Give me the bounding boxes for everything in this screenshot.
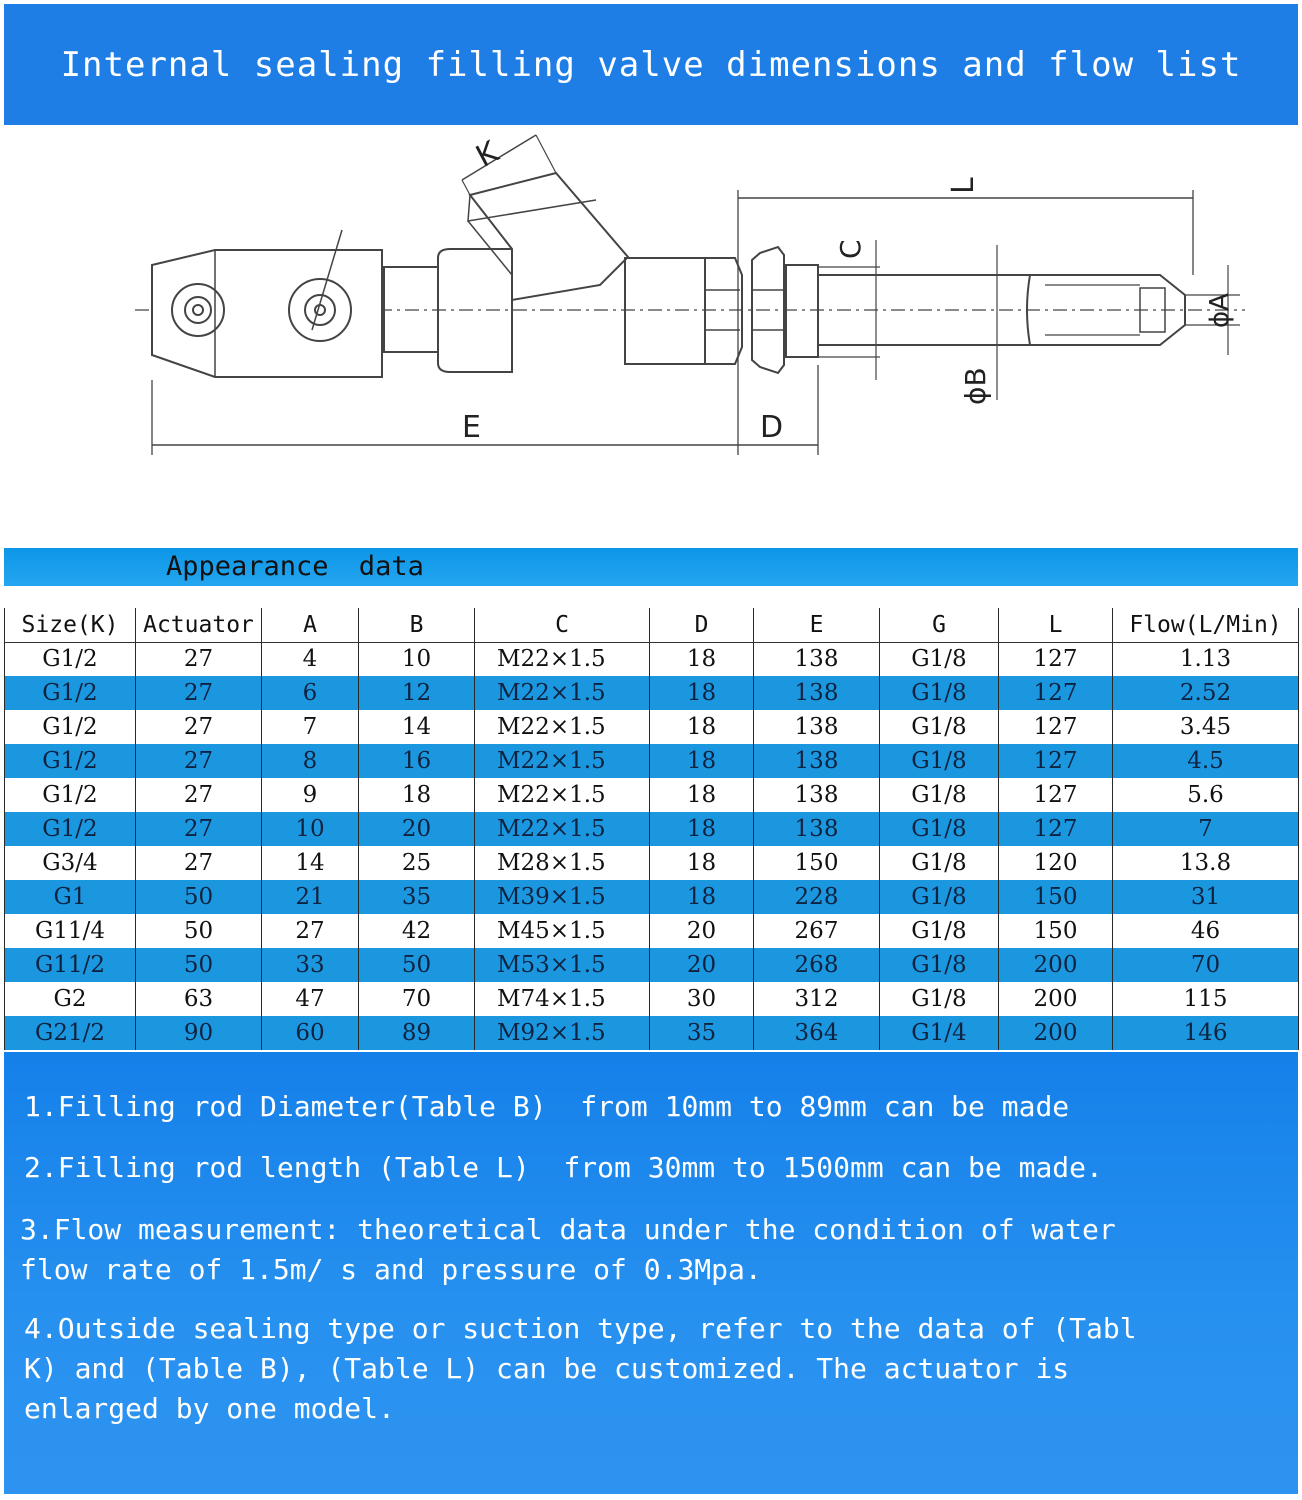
table-cell: 63 [136, 982, 262, 1016]
table-cell: 27 [136, 710, 262, 744]
table-cell: M22×1.5 [475, 778, 650, 812]
dim-label-e: E [462, 410, 481, 445]
table-cell: 16 [359, 744, 475, 778]
table-cell: 138 [754, 710, 880, 744]
table-cell: 8 [262, 744, 359, 778]
table-cell: 35 [359, 880, 475, 914]
table-cell: 25 [359, 846, 475, 880]
table-cell: G11/2 [5, 948, 136, 982]
table-cell: G1/2 [5, 778, 136, 812]
table-cell: 228 [754, 880, 880, 914]
table-cell: 150 [754, 846, 880, 880]
section-title: Appearance data [166, 551, 424, 582]
page-title: Internal sealing filling valve dimensions and flow list [4, 4, 1298, 125]
table-cell: 146 [1113, 1016, 1299, 1050]
table-cell: 7 [262, 710, 359, 744]
header-l: L [999, 608, 1113, 642]
table-cell: 138 [754, 744, 880, 778]
table-cell: 267 [754, 914, 880, 948]
table-row [5, 880, 1299, 914]
table-header-row [5, 608, 1299, 642]
dimensions-table [4, 608, 1299, 1050]
table-row [5, 710, 1299, 744]
table-row [5, 812, 1299, 846]
table-cell: G1/8 [880, 744, 999, 778]
table-cell: 9 [262, 778, 359, 812]
table-cell: M39×1.5 [475, 880, 650, 914]
table-cell: 20 [650, 948, 754, 982]
table-cell: 42 [359, 914, 475, 948]
table-cell: 70 [1113, 948, 1299, 982]
table-cell: 27 [262, 914, 359, 948]
table-cell: 127 [999, 812, 1113, 846]
dim-label-d: D [760, 410, 784, 445]
dim-label-l: L [946, 177, 981, 194]
table-cell: 18 [650, 710, 754, 744]
table-cell: 18 [650, 846, 754, 880]
header-flow: Flow(L/Min) [1113, 608, 1299, 642]
table-cell: 4.5 [1113, 744, 1299, 778]
table-cell: 200 [999, 948, 1113, 982]
table-cell: M22×1.5 [475, 710, 650, 744]
header-b: B [359, 608, 475, 642]
table-cell: 47 [262, 982, 359, 1016]
table-cell: 27 [136, 642, 262, 676]
table-cell: 27 [136, 812, 262, 846]
table-cell: 60 [262, 1016, 359, 1050]
dim-label-phi-b: ϕB [959, 367, 992, 405]
table-cell: 150 [999, 914, 1113, 948]
table-cell: 127 [999, 710, 1113, 744]
note-4: 4.Outside sealing type or suction type, refer to the data of (Tabl K) and (Table B), (Table L) can be customized. The actuator is enlarged by one model. [24, 1312, 1137, 1425]
table-row [5, 982, 1299, 1016]
table-cell: 138 [754, 642, 880, 676]
dim-label-k: K [470, 134, 505, 175]
table-cell: 268 [754, 948, 880, 982]
table-cell: 127 [999, 642, 1113, 676]
table-cell: 138 [754, 778, 880, 812]
table-cell: 4 [262, 642, 359, 676]
table-cell: 10 [262, 812, 359, 846]
header-c: C [475, 608, 650, 642]
table-row [5, 778, 1299, 812]
table-cell: G1/2 [5, 812, 136, 846]
appearance-data-header [4, 548, 1298, 586]
table-cell: 3.45 [1113, 710, 1299, 744]
table-cell: G1/2 [5, 744, 136, 778]
table-cell: G1/2 [5, 642, 136, 676]
table-cell: G1/8 [880, 880, 999, 914]
notes-panel [4, 1052, 1298, 1494]
table-row [5, 948, 1299, 982]
table-cell: G1/2 [5, 710, 136, 744]
table-cell: 27 [136, 778, 262, 812]
table-cell: 120 [999, 846, 1113, 880]
table-cell: 46 [1113, 914, 1299, 948]
table-cell: 35 [650, 1016, 754, 1050]
table-cell: G3/4 [5, 846, 136, 880]
table-cell: 200 [999, 1016, 1113, 1050]
hex-nut-1 [625, 258, 705, 364]
table-cell: 70 [359, 982, 475, 1016]
table-cell: 18 [650, 676, 754, 710]
table-cell: 10 [359, 642, 475, 676]
table-cell: 138 [754, 812, 880, 846]
table-cell: G1/8 [880, 812, 999, 846]
table-cell: 364 [754, 1016, 880, 1050]
table-cell: G1/2 [5, 676, 136, 710]
table-row [5, 914, 1299, 948]
dim-label-phi-a: ϕA [1205, 293, 1235, 328]
table-cell: 127 [999, 744, 1113, 778]
table-cell: 89 [359, 1016, 475, 1050]
table-cell: 14 [262, 846, 359, 880]
note-3: 3.Flow measurement: theoretical data under the condition of water flow rate of 1.5m/ s and pressure of 0.3Mpa. [20, 1213, 1116, 1286]
table-cell: 18 [650, 642, 754, 676]
table-cell: 14 [359, 710, 475, 744]
table-cell: M22×1.5 [475, 676, 650, 710]
table-cell: G11/4 [5, 914, 136, 948]
table-cell: 50 [136, 948, 262, 982]
table-cell: 50 [136, 880, 262, 914]
table-cell: 27 [136, 676, 262, 710]
inlet-pipe [470, 173, 628, 300]
table-row [5, 1016, 1299, 1050]
table-cell: 13.8 [1113, 846, 1299, 880]
table-cell: 18 [650, 880, 754, 914]
table-cell: M53×1.5 [475, 948, 650, 982]
table-cell: G21/2 [5, 1016, 136, 1050]
note-2: 2.Filling rod length (Table L) from 30mm to 1500mm can be made. [24, 1151, 1103, 1184]
table-cell: 33 [262, 948, 359, 982]
table-cell: 18 [650, 778, 754, 812]
table-cell: G1/8 [880, 914, 999, 948]
table-cell: 5.6 [1113, 778, 1299, 812]
header-e: E [754, 608, 880, 642]
table-cell: 50 [136, 914, 262, 948]
table-cell: 12 [359, 676, 475, 710]
table-cell: 50 [359, 948, 475, 982]
table-cell: 31 [1113, 880, 1299, 914]
table-cell: 127 [999, 778, 1113, 812]
table-cell: 18 [650, 812, 754, 846]
table-cell: M74×1.5 [475, 982, 650, 1016]
table-cell: 90 [136, 1016, 262, 1050]
table-cell: 200 [999, 982, 1113, 1016]
table-cell: 150 [999, 880, 1113, 914]
table-cell: 20 [359, 812, 475, 846]
table-row [5, 676, 1299, 710]
table-cell: 20 [650, 914, 754, 948]
table-cell: G1/8 [880, 710, 999, 744]
note-1: 1.Filling rod Diameter(Table B) from 10mm to 89mm can be made [24, 1090, 1070, 1123]
table-cell: G1/8 [880, 676, 999, 710]
table-cell: M92×1.5 [475, 1016, 650, 1050]
table-cell: 30 [650, 982, 754, 1016]
table-cell: G1/8 [880, 846, 999, 880]
table-cell: 1.13 [1113, 642, 1299, 676]
table-cell: M22×1.5 [475, 812, 650, 846]
table-cell: M45×1.5 [475, 914, 650, 948]
table-cell: G1/8 [880, 642, 999, 676]
table-cell: G1/4 [880, 1016, 999, 1050]
table-cell: 2.52 [1113, 676, 1299, 710]
table-cell: 27 [136, 744, 262, 778]
header-size: Size(K) [5, 608, 136, 642]
table-cell: G1/8 [880, 982, 999, 1016]
table-cell: 6 [262, 676, 359, 710]
dim-label-c: C [834, 239, 867, 259]
table-cell: G1/8 [880, 778, 999, 812]
table-cell: 18 [650, 744, 754, 778]
table-cell: 7 [1113, 812, 1299, 846]
header-a: A [262, 608, 359, 642]
table-cell: 312 [754, 982, 880, 1016]
header-d: D [650, 608, 754, 642]
table-cell: M22×1.5 [475, 642, 650, 676]
table-cell: 18 [359, 778, 475, 812]
table-row [5, 846, 1299, 880]
table-cell: G1 [5, 880, 136, 914]
table-cell: G1/8 [880, 948, 999, 982]
table-cell: 127 [999, 676, 1113, 710]
table-cell: M22×1.5 [475, 744, 650, 778]
table-cell: M28×1.5 [475, 846, 650, 880]
table-cell: G2 [5, 982, 136, 1016]
table-row [5, 642, 1299, 676]
table-cell: 21 [262, 880, 359, 914]
valve-dimension-drawing [0, 125, 1302, 545]
table-cell: 27 [136, 846, 262, 880]
header-actuator: Actuator [136, 608, 262, 642]
table-cell: 138 [754, 676, 880, 710]
table-cell: 115 [1113, 982, 1299, 1016]
table-row [5, 744, 1299, 778]
header-g: G [880, 608, 999, 642]
